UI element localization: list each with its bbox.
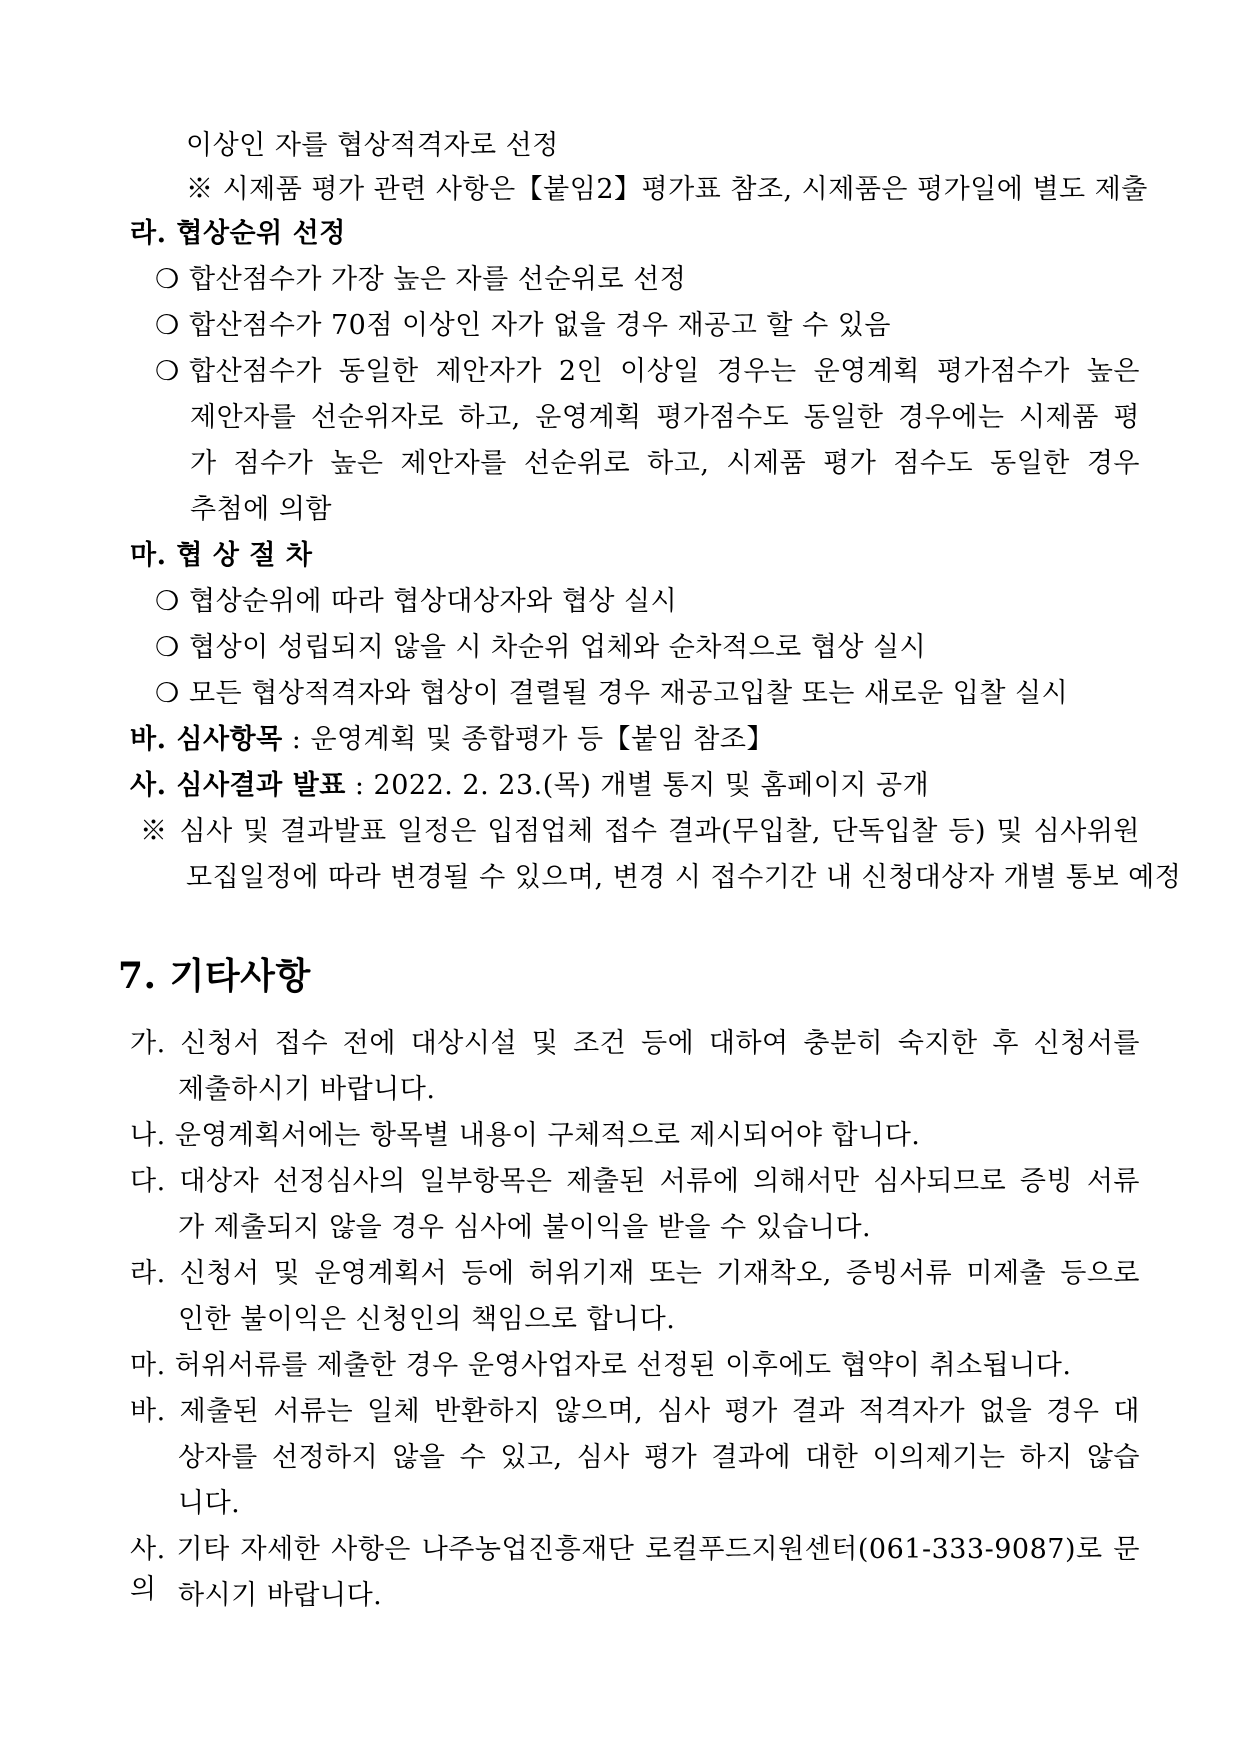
sample-note: ※ 시제품 평가 관련 사항은【붙임2】평가표 참조, 시제품은 평가일에 별도 제출: [186, 174, 1148, 205]
bullet-icon: ❍: [155, 632, 180, 663]
list-item-continued: 니다.: [178, 1488, 241, 1519]
list-item: ❍ 합산점수가 70점 이상인 자가 없을 경우 재공고 할 수 있음: [155, 306, 891, 346]
list-item-continued: 추첨에 의함: [190, 494, 332, 525]
bullet-icon: ❍: [155, 678, 180, 709]
list-item-continued: 가 제출되지 않을 경우 심사에 불이익을 받을 수 있습니다.: [178, 1212, 872, 1243]
result-announcement-line: 사. 심사결과 발표 : 2022. 2. 23.(목) 개별 통지 및 홈페이지 공개: [130, 770, 930, 801]
list-item: ❍ 합산점수가 가장 높은 자를 선순위로 선정: [155, 260, 686, 300]
review-items-line: 바. 심사항목 : 운영계획 및 종합평가 등【붙임 참조】: [130, 724, 774, 755]
list-item: ❍ 모든 협상적격자와 협상이 결렬될 경우 재공고입찰 또는 새로운 입찰 실시: [155, 674, 1068, 714]
schedule-note: ※ 심사 및 결과발표 일정은 입점업체 접수 결과(무입찰, 단독입찰 등) 및 심사위원: [140, 816, 1140, 847]
subsection-title-sa: 사. 심사결과 발표: [130, 770, 346, 801]
bullet-icon: ❍: [155, 264, 180, 295]
section-heading: 7. 기타사항: [118, 955, 311, 997]
list-item: 마. 허위서류를 제출한 경우 운영사업자로 선정된 이후에도 협약이 취소됩니다.: [130, 1350, 1072, 1381]
list-item-continued: 제출하시기 바랍니다.: [178, 1074, 436, 1105]
bullet-icon: ❍: [155, 586, 180, 617]
list-item: 다. 대상자 선정심사의 일부항목은 제출된 서류에 의해서만 심사되므로 증빙 서류: [130, 1166, 1140, 1197]
list-item: 바. 제출된 서류는 일체 반환하지 않으며, 심사 평가 결과 적격자가 없을 경우 대: [130, 1396, 1140, 1427]
list-item-continued: 가 점수가 높은 제안자를 선순위로 하고, 시제품 평가 점수도 동일한 경우: [190, 448, 1140, 479]
list-item-continued: 제안자를 선순위자로 하고, 운영계획 평가점수도 동일한 경우에는 시제품 평: [190, 402, 1140, 433]
list-item-continued: 하시기 바랍니다.: [178, 1580, 383, 1611]
schedule-note-continued: 모집일정에 따라 변경될 수 있으며, 변경 시 접수기간 내 신청대상자 개별 통보 예정: [186, 862, 1182, 893]
bullet-icon: ❍: [155, 356, 180, 387]
list-item: ❍ 협상이 성립되지 않을 시 차순위 업체와 순차적으로 협상 실시: [155, 628, 926, 668]
list-item: ❍ 합산점수가 동일한 제안자가 2인 이상일 경우는 운영계획 평가점수가 높은: [155, 352, 1140, 392]
subsection-title-ra: 라. 협상순위 선정: [130, 218, 346, 249]
list-item: 나. 운영계획서에는 항목별 내용이 구체적으로 제시되어야 합니다.: [130, 1120, 921, 1151]
list-item: 사. 기타 자세한 사항은 나주농업진흥재단 로컬푸드지원센터(061-333-9087)로 문의: [130, 1534, 1140, 1605]
list-item: 라. 신청서 및 운영계획서 등에 허위기재 또는 기재착오, 증빙서류 미제출 등으로: [130, 1258, 1140, 1289]
list-item-continued: 상자를 선정하지 않을 수 있고, 심사 평가 결과에 대한 이의제기는 하지 않습: [178, 1442, 1140, 1473]
continued-text: 이상인 자를 협상적격자로 선정: [186, 130, 559, 161]
list-item: ❍ 협상순위에 따라 협상대상자와 협상 실시: [155, 582, 677, 622]
bullet-icon: ❍: [155, 310, 180, 341]
subsection-title-ma: 마. 협 상 절 차: [130, 540, 313, 571]
list-item: 가. 신청서 접수 전에 대상시설 및 조건 등에 대하여 충분히 숙지한 후 신청서를: [130, 1028, 1140, 1059]
list-item-continued: 인한 불이익은 신청인의 책임으로 합니다.: [178, 1304, 676, 1335]
subsection-title-ba: 바. 심사항목: [130, 724, 283, 755]
